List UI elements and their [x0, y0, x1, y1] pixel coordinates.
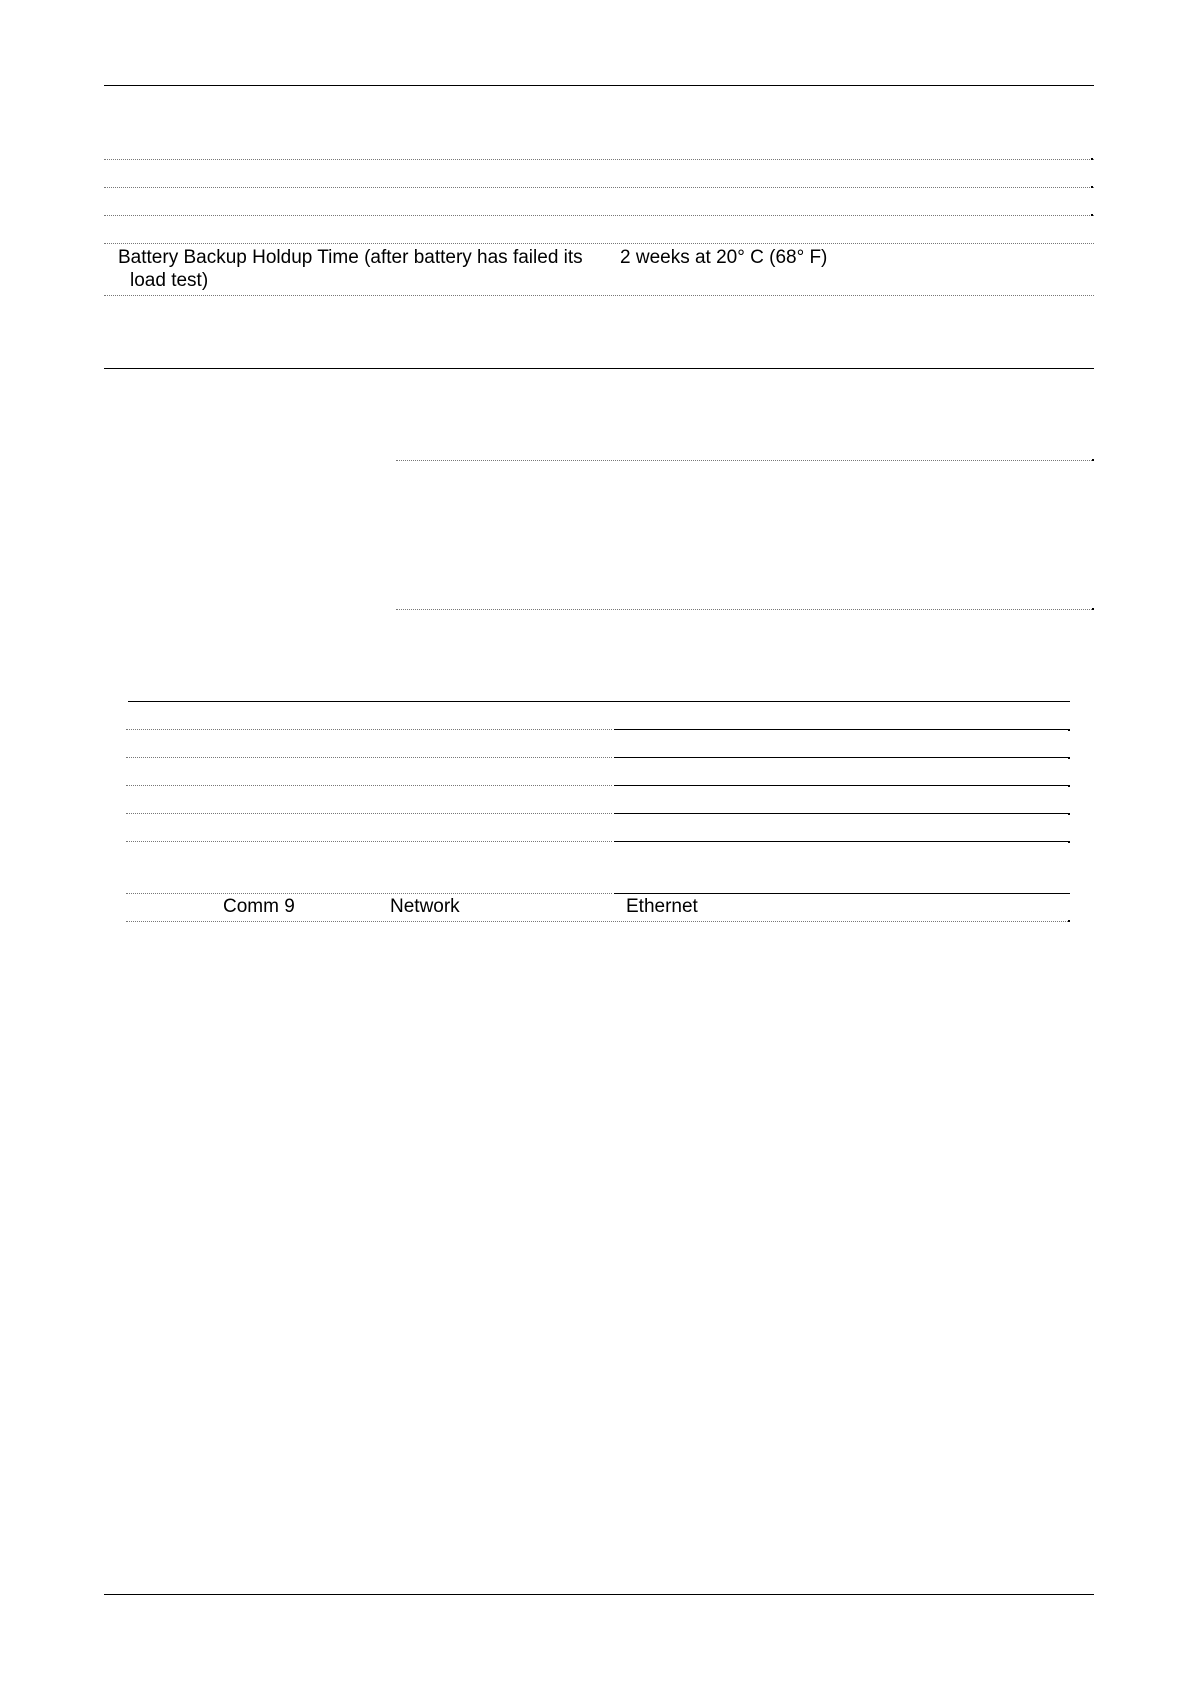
- table-divider: [1092, 459, 1094, 461]
- table-divider: [126, 785, 612, 786]
- table-divider: [126, 893, 612, 894]
- table-divider: [1091, 158, 1093, 160]
- table-divider: [396, 609, 1094, 610]
- table-divider: [104, 243, 1094, 244]
- footer-rule: [104, 1594, 1094, 1595]
- comm-type: Network: [390, 896, 460, 917]
- table-divider: [104, 295, 1094, 296]
- header-rule: [104, 85, 1094, 86]
- table-top-rule: [128, 701, 1070, 702]
- table-divider: [1068, 757, 1070, 759]
- table-divider: [126, 757, 612, 758]
- table-divider: [1068, 813, 1070, 815]
- table-divider: [104, 215, 1094, 216]
- table-divider: [614, 813, 1069, 814]
- table-divider: [126, 921, 1070, 922]
- table-divider: [1068, 920, 1070, 922]
- comm-interface: Ethernet: [626, 896, 698, 917]
- spec-label-continued: load test): [130, 270, 209, 291]
- table-divider: [1068, 785, 1070, 787]
- table-divider: [1068, 841, 1070, 843]
- table-divider: [614, 841, 1069, 842]
- table-divider: [614, 785, 1069, 786]
- spec-label: Battery Backup Holdup Time (after battery has failed its: [118, 247, 583, 268]
- table-divider: [1092, 608, 1094, 610]
- table-bottom-rule: [104, 368, 1094, 369]
- table-divider: [126, 813, 612, 814]
- table-divider: [614, 893, 1070, 894]
- table-divider: [126, 729, 612, 730]
- table-divider: [1068, 729, 1070, 731]
- table-divider: [1091, 186, 1093, 188]
- table-divider: [104, 187, 1094, 188]
- table-divider: [126, 841, 612, 842]
- spec-value: 2 weeks at 20° C (68° F): [620, 247, 828, 268]
- table-divider: [614, 729, 1069, 730]
- table-divider: [1091, 214, 1093, 216]
- comm-port: Comm 9: [223, 896, 295, 917]
- table-divider: [614, 757, 1069, 758]
- table-divider: [396, 460, 1094, 461]
- table-divider: [104, 159, 1094, 160]
